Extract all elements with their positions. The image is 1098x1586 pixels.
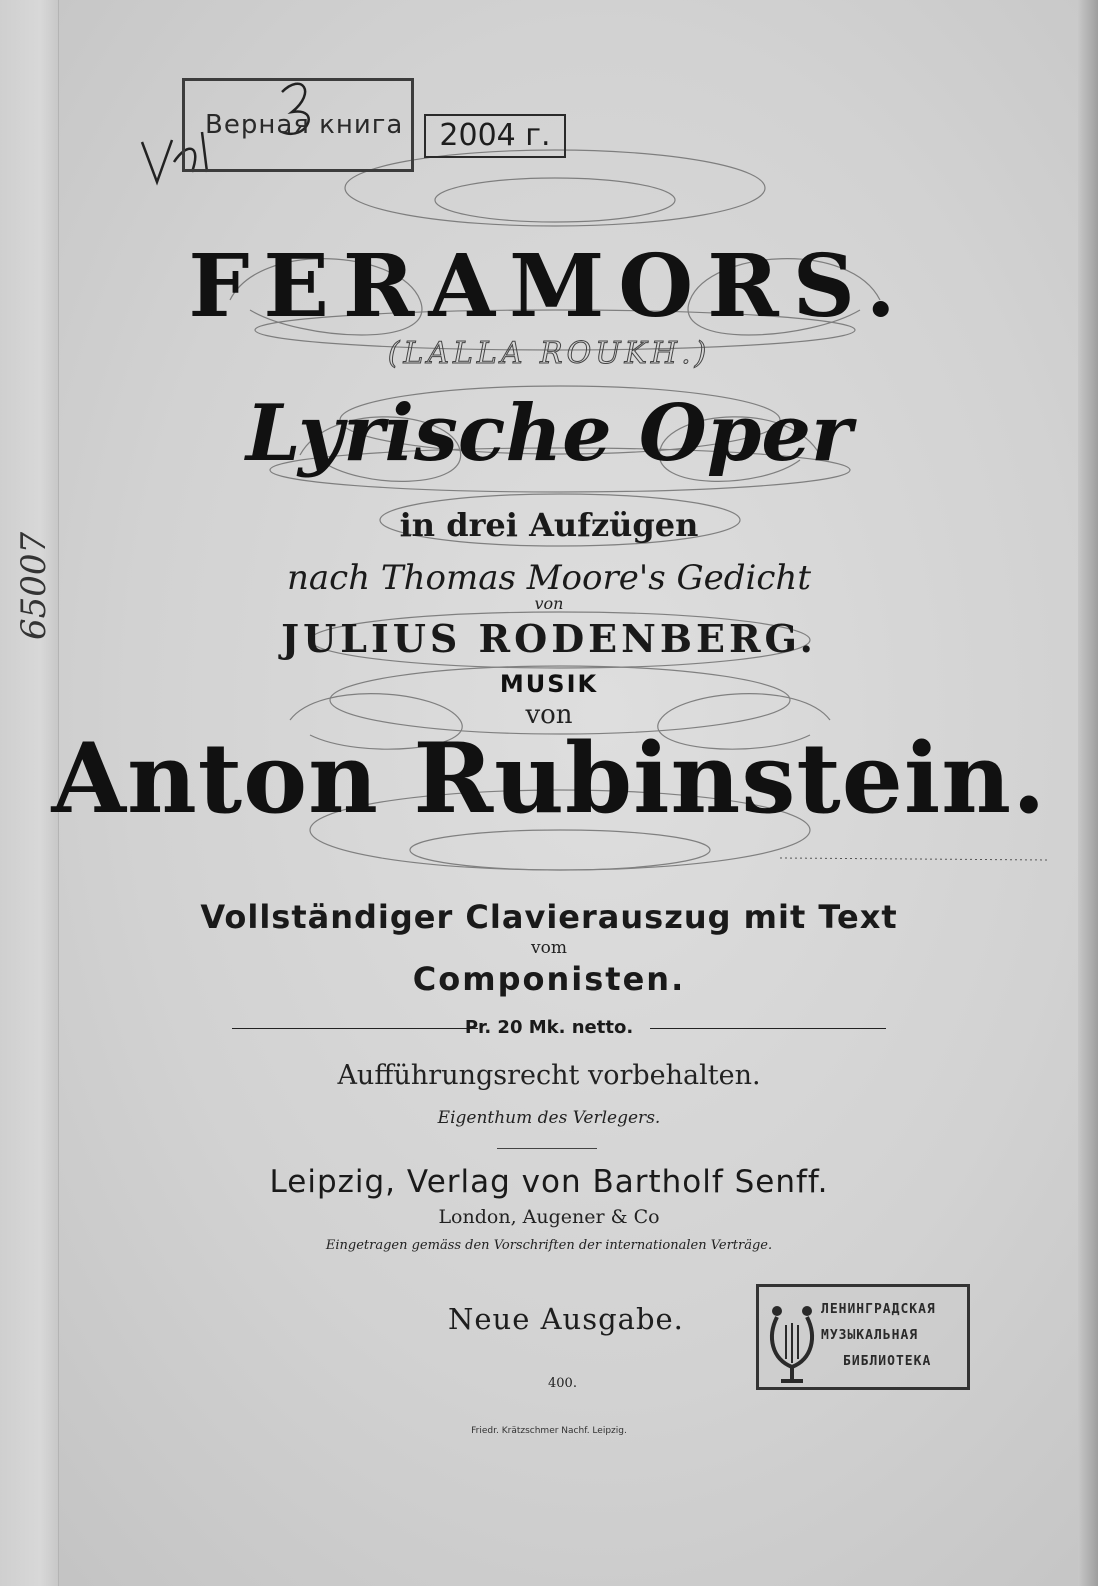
edition-componisten: Componisten. (412, 960, 686, 998)
vom-label: vom (531, 938, 567, 958)
dotted-rule (780, 858, 1050, 860)
opera-source: nach Thomas Moore's Gedicht (287, 558, 811, 598)
year-stamp: 2004 г. (424, 114, 566, 158)
opera-acts: in drei Aufzügen (399, 506, 699, 544)
library-stamp-line-1: ЛЕНИНГРАДСКАЯ (821, 1302, 936, 1317)
performance-rights: Aufführungsrecht vorbehalten. (337, 1060, 761, 1091)
von-label-2: von (525, 700, 573, 730)
opera-subtitle: (LALLA ROUKH.) (387, 336, 711, 371)
library-stamp (756, 1284, 970, 1390)
plate-number: 400. (548, 1376, 577, 1391)
library-stamp-line-2: МУЗЫКАЛЬНАЯ (821, 1328, 919, 1343)
new-edition-label: Neue Ausgabe. (448, 1302, 684, 1336)
lyre-icon (767, 1297, 817, 1383)
opera-title: FERAMORS. (188, 236, 910, 337)
printer-credit: Friedr. Krätzschmer Nachf. Leipzig. (471, 1426, 627, 1436)
price: Pr. 20 Mk. netto. (464, 1017, 634, 1038)
musik-label: MUSIK (499, 670, 599, 698)
publisher-main: Leipzig, Verlag von Bartholf Senff. (269, 1164, 829, 1200)
divider-rule (497, 1148, 597, 1149)
bookstore-stamp-text: Верная книга (205, 110, 404, 140)
opera-genre: Lyrische Oper (245, 388, 853, 479)
publisher-property: Eigenthum des Verlegers. (437, 1108, 661, 1128)
library-stamp-line-3: БИБЛИОТЕКА (843, 1354, 932, 1369)
publisher-london: London, Augener & Co (438, 1206, 660, 1228)
librettist-name: JULIUS RODENBERG. (281, 616, 817, 661)
von-label-1: von (534, 594, 564, 613)
edition-description: Vollständiger Clavierauszug mit Text (200, 898, 898, 936)
margin-inventory-number: 65007 (14, 531, 54, 640)
registration-note: Eingetragen gemäss den Vorschriften der internationalen Verträge. (325, 1238, 773, 1253)
composer-name: Anton Rubinstein. (51, 722, 1047, 835)
